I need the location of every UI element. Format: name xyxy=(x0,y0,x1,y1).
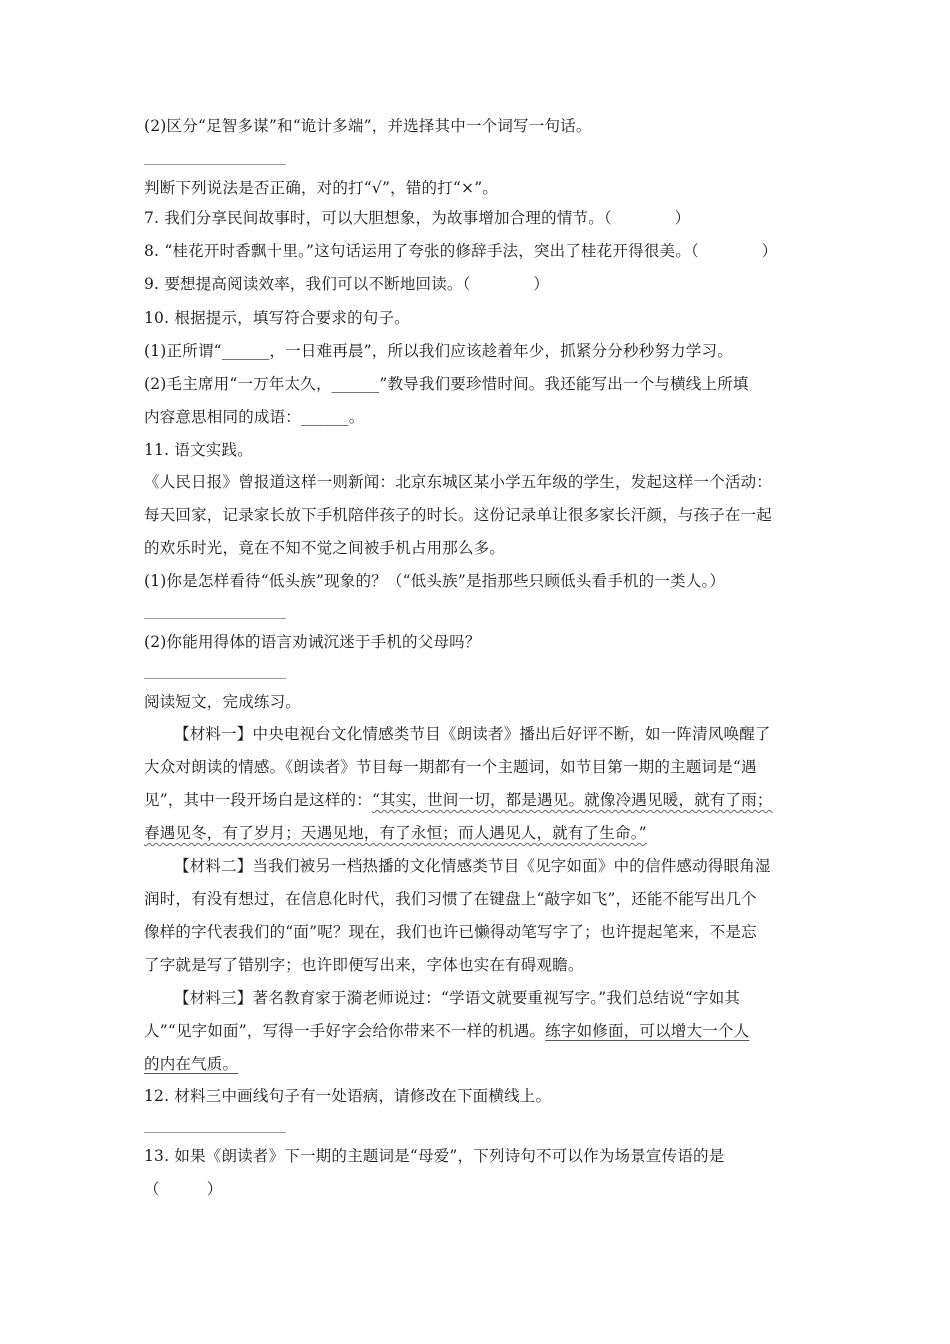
answer-line[interactable] xyxy=(144,164,286,165)
news-paragraph-line: 每天回家，记录家长放下手机陪伴孩子的时长。这份记录单让很多家长汗颜，与孩子在一起 xyxy=(144,506,773,524)
material-3-line xyxy=(144,1054,814,1074)
news-paragraph-line: 《人民日报》曾报道这样一则新闻：北京东城区某小学五年级的学生，发起这样一个活动： xyxy=(144,473,773,491)
material-1-text: 见”，其中一段开场白是这样的： xyxy=(144,791,372,809)
question-13: 13. 如果《朗读者》下一期的主题词是“母爱”，下列诗句不可以作为场景宣传语的是 xyxy=(144,1147,725,1165)
material-1-line xyxy=(144,823,814,843)
material-2-line: 润时，有没有想过，在信息化时代，我们习惯了在键盘上“敲字如飞”，还能不能写出几个 xyxy=(144,890,757,908)
material-2-line: 像样的字代表我们的“面”呢？现在，我们也许已懒得动笔写字了；也许提起笔来，不是忘 xyxy=(144,923,757,941)
wavy-underlined-quote: “其实，世间一切，都是遇见。就像冷遇见暖，就有了雨； xyxy=(371,791,773,809)
question-12: 12. 材料三中画线句子有一处语病，请修改在下面横线上。 xyxy=(144,1087,552,1105)
question-11-2: (2)你能用得体的语言劝诫沉迷于手机的父母吗？ xyxy=(144,633,481,651)
material-3-text: 人”“见字如面”，写得一手好字会给你带来不一样的机遇。 xyxy=(144,1022,546,1040)
question-7: 7. 我们分享民间故事时，可以大胆想象，为故事增加合理的情节。（ ） xyxy=(144,209,691,227)
answer-bracket: （ ） xyxy=(144,1180,223,1198)
reading-instruction: 阅读短文，完成练习。 xyxy=(144,693,302,711)
underlined-sentence: 的内在气质。 xyxy=(144,1055,239,1073)
question-8: 8. “桂花开时香飘十里。”这句话运用了夸张的修辞手法，突出了桂花开得很美。（ ） xyxy=(144,242,778,260)
news-paragraph-line: 的欢乐时光，竟在不知不觉之间被手机占用那么多。 xyxy=(144,539,506,557)
material-2-line: 了字就是写了错别字；也许即便写出来，字体也实在有碍观瞻。 xyxy=(144,956,584,974)
material-3-line xyxy=(144,1021,814,1041)
judge-instruction: 判断下列说法是否正确，对的打“√”，错的打“×”。 xyxy=(144,179,499,197)
question-11: 11. 语文实践。 xyxy=(144,441,253,459)
underlined-sentence: 练字如修面，可以增大一个人 xyxy=(545,1022,750,1040)
question-10-2-continued: 内容意思相同的成语：______。 xyxy=(144,408,365,426)
question-10-1: (1)正所谓“______，一日难再晨”，所以我们应该趁着年少，抓紧分分秒秒努力学习。 xyxy=(144,342,733,360)
question-11-1: (1)你是怎样看待“低头族”现象的？（“低头族”是指那些只顾低头看手机的一类人。） xyxy=(144,572,726,590)
material-1-line: 大众对朗读的情感。《朗读者》节目每一期都有一个主题词，如节目第一期的主题词是“遇 xyxy=(144,758,757,776)
answer-line[interactable] xyxy=(144,1132,286,1133)
material-1-line: 【材料一】中央电视台文化情感类节目《朗读者》播出后好评不断，如一阵清风唤醒了 xyxy=(174,725,771,743)
material-2-line: 【材料二】当我们被另一档热播的文化情感类节目《见字如面》中的信件感动得眼角湿 xyxy=(174,857,771,875)
question-9: 9. 要想提高阅读效率，我们可以不断地回读。（ ） xyxy=(144,275,550,293)
material-1-line xyxy=(144,790,814,810)
question-10: 10. 根据提示，填写符合要求的句子。 xyxy=(144,309,410,327)
question-6-2: (2)区分“足智多谋”和“诡计多端”，并选择其中一个词写一句话。 xyxy=(144,117,592,135)
answer-line[interactable] xyxy=(144,678,286,679)
material-3-line: 【材料三】著名教育家于漪老师说过：“学语文就要重视写字。”我们总结说“字如其 xyxy=(174,989,741,1007)
answer-line[interactable] xyxy=(144,618,286,619)
question-10-2: (2)毛主席用“一万年太久，______”教导我们要珍惜时间。我还能写出一个与横线上所填 xyxy=(144,375,749,393)
wavy-underlined-quote: 春遇见冬，有了岁月；天遇见地，有了永恒；而人遇见人，就有了生命。” xyxy=(144,824,647,842)
